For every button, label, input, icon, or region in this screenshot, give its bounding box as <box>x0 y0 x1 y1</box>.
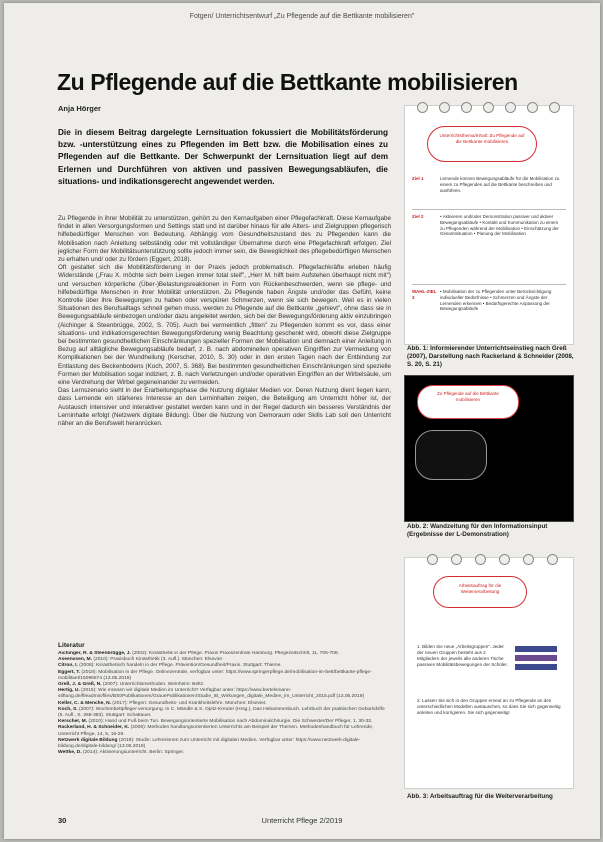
goal-row: Ziel 1 Lernende können Bewegungsabläufe für die Mobilisation zu einem zu Pflegenden auf die Bettkante beschreiben und ausführen. <box>412 176 560 193</box>
ring-icon <box>547 554 558 565</box>
body-paragraph: Zu Pflegende in ihrer Mobilität zu unterstützen, gehört zu den Kernaufgaben einer Pflegefachkraft. Diese Kernaufgabe findet in allen Versorgungsformen und Settings statt und ist darüber hinaus für alle Alters- und Zielgruppen pflegerisch hilfebedürftiger Menschen von Bedeutung. Abhängig vom Gesundheitszustand des zu Pflegenden kann die Mobilisation nach Anleitung selbständig oder mit vollständiger Übernahme durch eine Pflegefachkraft erfolgen. Ziel jeglicher Form der Mobilitätsunterstützung sollte jedoch immer sein, die Beweglichkeit des pflegebedürftigen Menschen zu erhalten und/ oder zu fördern (Eggert, 2018). <box>58 215 391 264</box>
article-body <box>58 215 391 641</box>
article-title: Zu Pflegende auf die Bettkante mobilisieren <box>57 69 518 95</box>
divider <box>412 284 566 285</box>
topic-cloud: Unterrichtsthema/Inhalt: Zu Pflegende auf die Bettkante mobilisieren <box>427 126 537 162</box>
body-paragraph: Oft gestaltet sich die Mobilitätsförderung in der Praxis jedoch problematisch. Pflegefachkräfte erleben häufig Widerstände („Frau X. möchte sich beim Liegen immer total steif", „Herr M. hilft beim Aufstehen überhaupt nicht mit") und versuchen körperliche (Über-)Belastungsreaktionen in Form von Rückenbeschwerden, wenn sie pflege- und hilfebedürftige Menschen in ihrer Mobilität unterstützen. Zu Pflegende haben Ängste und/oder das Gefühl, keine Kontrolle über ihre Bewegungen zu haben oder verspüren Schmerzen, wenn sie sich bewegen. Weil es in vielen Situationen des Berufsalltags schnell gehen muss, werden zu Pflegende auf die Bettkante „gehievt", ohne dass sie in Bewegungsabläufe einbezogen und/oder dazu angeleitet werden, sich bei der Bewegungsförderung aktiv einzubringen (Aichinger & Steenbrügge, 2002, S. 705). Auch bei vermeintlich „fitten" zu Pflegenden kommt es vor, dass einer situations- und indikationsgerechten Bewegungsförderung wenig Beachtung geschenkt wird, obwohl diese Zielgruppe bei bestimmten gesundheitlichen Einschränkungen spezieller Formen der Mobilisation und demnach einer Anleitung in Bezug auf alltägliche Bewegungsabläufe bedarf, z. B. nach abdominellen operativen Eingriffen zur Vermeidung von Komplikationen bei der Wundheilung (Kerscher, 2010, S. 30) oder in den ersten Tagen nach der Entbindung zur Entlastung des Beckenbodens (Koch, 2007, S. 368). Bei bestimmten gesundheitlichen Einschränkungen sind spezielle Formen der Mobilisation sogar indiziert, z. B. nach Verletzungen und/oder operativen Eingriffen an der Wirbelsäule, um eine Verdrehung der Wirbel gegeneinander zu vermeiden. <box>58 264 391 387</box>
lead-paragraph: Die in diesem Beitrag dargelegte Lernsituation fokussiert die Mobilitätsförderung bzw. -unterstützung eines zu Pflegenden im Bett bzw. die Mobilisation eines zu Pflegenden auf die Bettkante. Der Schwerpunkt der Lernsituation liegt auf dem Erlernen und Durchführen von aktiven und passiven Bewegungsabläufen, die situations- und indikationsgerecht angewendet werden. <box>58 128 388 186</box>
page-number: 30 <box>58 816 67 825</box>
reference-item: Aichinger, R. & Steenbrügge, J. (2002): Kinästhetik in der Pflege. Praxis Praxiszentrale Hamburg. Pflegezeitschrift, 11, 705-708. <box>58 651 339 656</box>
ring-icon <box>417 102 428 113</box>
ring-icon <box>427 554 438 565</box>
task-2-text: 2. Lassen Sie sich in den Gruppen erneut an zu Pflegende an den unterschiedlichen Modellen austauschen, so dass Sie sich gegenseitig anleiten und korrigieren. Sie sich gegenseitig! <box>417 698 561 715</box>
reference-item: Wettke, D. (2014): Aktivierungsunterricht. Berlin: Springer. <box>58 750 185 756</box>
color-card <box>515 655 557 661</box>
ring-icon <box>439 102 450 113</box>
references-list <box>58 651 391 809</box>
ring-icon <box>475 554 486 565</box>
reference-item: Eggert, T. (2018): Mobilisation in der Pflege. Onlinezentrale, verfügbar unter: https://www.springerpflege.de/mobilisation-im-bett/bettkante-pflege-mobilitaet/15096874 (13.05.2019) <box>58 669 372 681</box>
reference-item: Koch, S. (2007): Wochenbettpflege/-versorgung. In C. Mändle & S. Opitz-Kreuter (Hrsg.), Das Hebammenbuch. Lehrbuch der praktischen Geburtshilfe (5. Aufl., S. 368-383). Stuttgart: Schattauer. <box>58 706 385 719</box>
journal-page <box>4 3 600 839</box>
task-cloud: Arbeitsauftrag für die Weiterverarbeitung <box>433 576 527 608</box>
topic-bubble: Zu Pflegende auf die Bettkante mobilisieren <box>417 385 519 419</box>
empty-cloud-shape <box>415 430 487 480</box>
references-heading: Literatur <box>58 642 85 649</box>
reference-item: Aseenssen, M. (2010): Praxisbuch Kinästhetik (3. Aufl.). München: Elsevier. <box>58 657 224 663</box>
figure-1-flipchart <box>404 105 574 345</box>
binder-rings <box>417 102 562 114</box>
ring-icon <box>549 102 560 113</box>
reference-item: Citron, I. (2008): Kinästhetisch handeln in der Pflege. Prävention/Gesundheit/Praxis. Stuttgart: Thieme. <box>58 663 282 669</box>
color-card <box>515 646 557 652</box>
ring-icon <box>523 554 534 565</box>
reference-item: Rackerland, H. & Schneider, K. (2008): Methoden handlungsorientierten Unterrichts am Beispiel der Themen. Methodenhandbuch für Lehrende, Unterricht Pflege, 14, 5, 15-29. <box>58 725 374 737</box>
binder-rings <box>427 554 557 566</box>
reference-item: Keller, C. & Menche, N. (2017): Pflegen: Gesundheits- und Krankheitslehre. München: Elsevier. <box>58 700 267 706</box>
figure-3-caption: Abb. 3: Arbeitsauftrag für die Weiterverarbeitung <box>407 793 553 800</box>
journal-issue: Unterricht Pflege 2/2019 <box>261 816 343 825</box>
running-head: Fotgen/ Unterrichtsentwurf „Zu Pflegende auf die Bettkante mobilisieren" <box>189 13 415 20</box>
figure-2-caption: Abb. 2: Wandzeitung für den Informationsinput (Ergebnisse der L-Demonstration) <box>407 523 548 538</box>
task-1-text: 1. Bilden Sie neue „Arbeitsgruppen". Jeder der neuen Gruppen besteht aus 2 Mitgliedern der jeweils alle anderen Tische passiven Mobilitätsbewegungen der Schüler. <box>417 644 508 667</box>
goal-row: WAHL-ZIEL 3 • Mobilisation der zu Pflegenden unter Berücksichtigung individueller Bedürfnisse • Schmerzen und Ängste der Lernenden erkennen • Bedarfsgerechte Anpassung der Bewegungsabläufe <box>412 289 552 312</box>
divider <box>412 209 566 210</box>
figure-3-flipchart <box>404 557 574 789</box>
ring-icon <box>527 102 538 113</box>
goal-row: Ziel 2 • Aktivieren und/oder Demonstration passiver und aktiver Bewegungsabläufe • Kontakt und Kommunikation zu einem zu Pflegenden während der Mobilisation • Einschätzung der Gesamtsituation • Planung der Mobilisation <box>412 214 559 237</box>
ring-icon <box>451 554 462 565</box>
ring-icon <box>461 102 472 113</box>
reference-item: Hertig, U. (2015): Wie müssen wir digitale Medien im Unterricht? Verfügbar unter: https://www.bertelsmann-stiftung.de/fileadmin/files/BSt/Publikationen/GrauePublikationen/Studie_IB_Wirkungen_digitale_Medien_im_Unterricht_2015.pdf (13.05.2019) <box>58 688 365 700</box>
reference-item: Greß, J. & Greß, N. (2007): Unterrichtsmethoden. Weinheim: Beltz. <box>58 682 205 688</box>
ring-icon <box>499 554 510 565</box>
figure-1-caption: Abb. 1: Informierender Unterrichtseinstieg nach Greß (2007), Darstellung nach Rackerland & Schneider (2008, S. 20, S. 21) <box>407 345 574 368</box>
body-paragraph: Das Lernszenario sieht in der Erarbeitungsphase die Nutzung digitaler Medien vor. Deren Nutzung dient liegen kann, dass Lernende ein stärkeres Interesse an den Lerninhalten zeigen, die Beteiligung am Unterricht höher ist, der Austausch intensiver und interaktiver gestaltet werden kann und in der Regel dadurch ein besseres Verständnis der Lerninhalte erfolgt (Netzwerk digitale Bildung). Über die Nutzung von Demoraum oder Skills Lab soll den Unterricht näher an die Berufswelt heranrücken. <box>58 387 391 428</box>
ring-icon <box>505 102 516 113</box>
reference-item: Kerscher, M. (2010): Hand und Fuß beim Tun. Bewegungsorientierte Mobilisation nach Abdominalchirurgie. Die Schwester/Der Pfleger, 1, 30-33. <box>58 719 373 725</box>
author-name: Anja Hörger <box>58 104 101 113</box>
reference-item: Netzwerk digitale Bildung (2019): Studie: Lehrerinnen zum Unterricht mit digitalen Medien. Verfügbar unter: https://www.netzwerk-digitale-bildung.de/digitale-bildung/ (13.05.2019) <box>58 737 361 750</box>
color-card <box>515 664 557 670</box>
ring-icon <box>483 102 494 113</box>
figure-2-board <box>404 375 574 522</box>
